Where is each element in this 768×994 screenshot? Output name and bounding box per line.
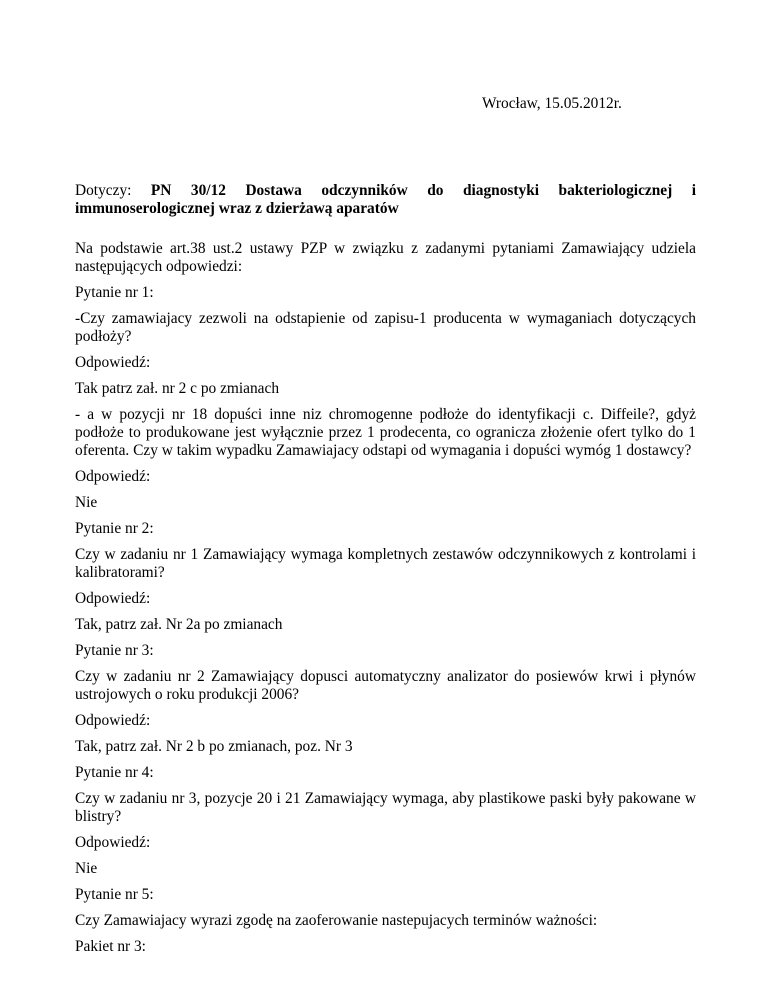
paragraph: Pytanie nr 3: [75,642,154,659]
paragraph: Tak, patrz zał. Nr 2 b po zmianach, poz. Nr 3 [75,738,353,755]
paragraph: - a w pozycji nr 18 dopuści inne niz chromogenne podłoże do identyfikacji c. Diffeile?, gdyż podłoże to produkowane jest wyłącznie przez 1 prodecenta, co ogranicza złożenie ofert tylko do 1 oferenta. Czy w takim wypadku Zamawiajacy odstapi od wymagania i dopuści wymóg 1 dostawcy? [75,406,696,459]
subject-line-1 [75,182,696,200]
paragraph: Nie [75,860,98,877]
paragraph: Czy w zadaniu nr 2 Zamawiający dopusci automatyczny analizator do posiewów krwi i płynów ustrojowych o roku produkcji 2006? [75,668,696,703]
paragraph: -Czy zamawiajacy zezwoli na odstapienie od zapisu-1 producenta w wymaganiach dotyczących podłoży? [75,310,696,345]
paragraph: Czy Zamawiajacy wyrazi zgodę na zaoferowanie nastepujacych terminów ważności: [75,912,598,929]
paragraph: Odpowiedź: [75,468,151,485]
paragraph: Odpowiedź: [75,834,151,851]
document-subject [75,182,696,218]
document-body [75,240,696,964]
subject-title-part-2: immunoserologicznej wraz z dzierżawą aparatów [75,200,399,217]
paragraph: Odpowiedź: [75,590,151,607]
paragraph: Tak, patrz zał. Nr 2a po zmianach [75,616,283,633]
subject-title-part-1: PN 30/12 Dostawa odczynników do diagnostyki bakteriologicznej i [150,182,697,199]
paragraph: Pytanie nr 1: [75,284,154,301]
paragraph: Pytanie nr 5: [75,886,154,903]
paragraph: Tak patrz zał. nr 2 c po zmianach [75,380,280,397]
paragraph: Na podstawie art.38 ust.2 ustawy PZP w związku z zadanymi pytaniami Zamawiający udziela następujących odpowiedzi: [75,240,696,275]
paragraph: Pakiet nr 3: [75,938,146,955]
document-date: Wrocław, 15.05.2012r. [482,95,622,112]
paragraph: Czy w zadaniu nr 3, pozycje 20 i 21 Zamawiający wymaga, aby plastikowe paski były pakowane w blistry? [75,790,696,825]
paragraph: Pytanie nr 2: [75,520,154,537]
paragraph: Odpowiedź: [75,354,151,371]
subject-prefix: Dotyczy: [75,182,151,199]
paragraph: Nie [75,494,98,511]
paragraph: Pytanie nr 4: [75,764,154,781]
paragraph: Odpowiedź: [75,712,151,729]
paragraph: Czy w zadaniu nr 1 Zamawiający wymaga kompletnych zestawów odczynnikowych z kontrolami i kalibratorami? [75,546,696,581]
